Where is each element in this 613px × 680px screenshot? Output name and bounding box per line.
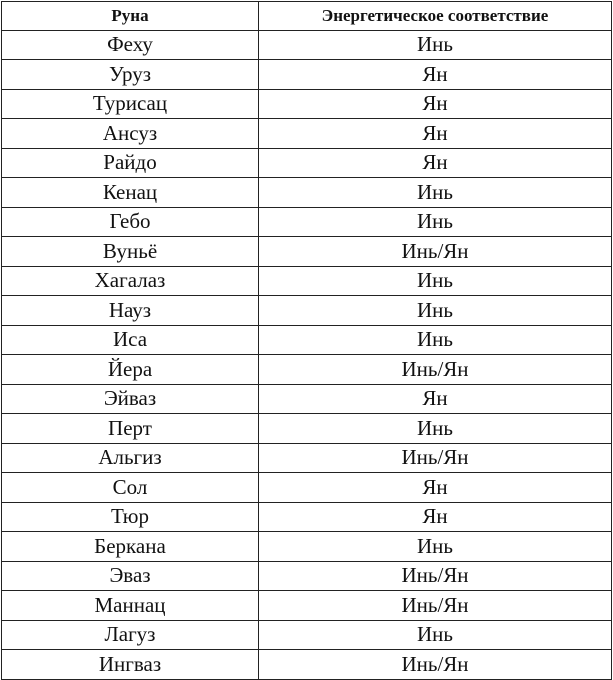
energy-cell: Инь/Ян <box>259 561 612 591</box>
table-row <box>2 591 612 621</box>
rune-name-cell: Науз <box>2 296 259 326</box>
energy-cell: Инь <box>259 532 612 562</box>
table-row <box>2 355 612 385</box>
rune-name-cell: Ингваз <box>2 650 259 680</box>
energy-cell: Инь/Ян <box>259 591 612 621</box>
table-row <box>2 119 612 149</box>
table-row <box>2 266 612 296</box>
rune-name-cell: Турисац <box>2 89 259 119</box>
rune-name-cell: Хагалаз <box>2 266 259 296</box>
rune-name-cell: Перт <box>2 414 259 444</box>
energy-cell: Ян <box>259 60 612 90</box>
rune-name-cell: Сол <box>2 473 259 503</box>
rune-name-cell: Маннац <box>2 591 259 621</box>
energy-cell: Ян <box>259 89 612 119</box>
table-row <box>2 178 612 208</box>
energy-cell: Инь <box>259 207 612 237</box>
energy-cell: Инь/Ян <box>259 237 612 267</box>
rune-name-cell: Гебо <box>2 207 259 237</box>
energy-cell: Инь/Ян <box>259 355 612 385</box>
table-row <box>2 650 612 680</box>
rune-name-cell: Альгиз <box>2 443 259 473</box>
table-header-row <box>2 2 612 31</box>
energy-cell: Ян <box>259 473 612 503</box>
energy-cell: Инь <box>259 266 612 296</box>
energy-cell: Ян <box>259 148 612 178</box>
energy-cell: Инь <box>259 30 612 60</box>
rune-name-cell: Тюр <box>2 502 259 532</box>
table-row <box>2 561 612 591</box>
table-row <box>2 30 612 60</box>
rune-name-cell: Вуньё <box>2 237 259 267</box>
energy-cell: Инь <box>259 178 612 208</box>
table-row <box>2 148 612 178</box>
table-row <box>2 414 612 444</box>
rune-name-cell: Эйваз <box>2 384 259 414</box>
table-row <box>2 620 612 650</box>
table-row <box>2 296 612 326</box>
rune-name-cell: Кенац <box>2 178 259 208</box>
rune-name-cell: Беркана <box>2 532 259 562</box>
column-header-rune: Руна <box>2 2 259 31</box>
table-body <box>2 30 612 679</box>
energy-cell: Ян <box>259 384 612 414</box>
table-row <box>2 532 612 562</box>
rune-name-cell: Уруз <box>2 60 259 90</box>
rune-name-cell: Ансуз <box>2 119 259 149</box>
energy-cell: Инь <box>259 325 612 355</box>
table-row <box>2 502 612 532</box>
table-row <box>2 473 612 503</box>
energy-cell: Ян <box>259 119 612 149</box>
table-row <box>2 237 612 267</box>
energy-cell: Инь/Ян <box>259 443 612 473</box>
energy-cell: Ян <box>259 502 612 532</box>
rune-name-cell: Йера <box>2 355 259 385</box>
rune-name-cell: Эваз <box>2 561 259 591</box>
energy-cell: Инь/Ян <box>259 650 612 680</box>
rune-name-cell: Феху <box>2 30 259 60</box>
table-row <box>2 443 612 473</box>
energy-cell: Инь <box>259 414 612 444</box>
column-header-energy: Энергетическое соответствие <box>259 2 612 31</box>
table-row <box>2 384 612 414</box>
table-row <box>2 89 612 119</box>
table-row <box>2 325 612 355</box>
table-row <box>2 207 612 237</box>
energy-cell: Инь <box>259 620 612 650</box>
rune-name-cell: Иса <box>2 325 259 355</box>
rune-name-cell: Райдо <box>2 148 259 178</box>
rune-name-cell: Лагуз <box>2 620 259 650</box>
rune-energy-table <box>1 1 612 680</box>
energy-cell: Инь <box>259 296 612 326</box>
table-row <box>2 60 612 90</box>
